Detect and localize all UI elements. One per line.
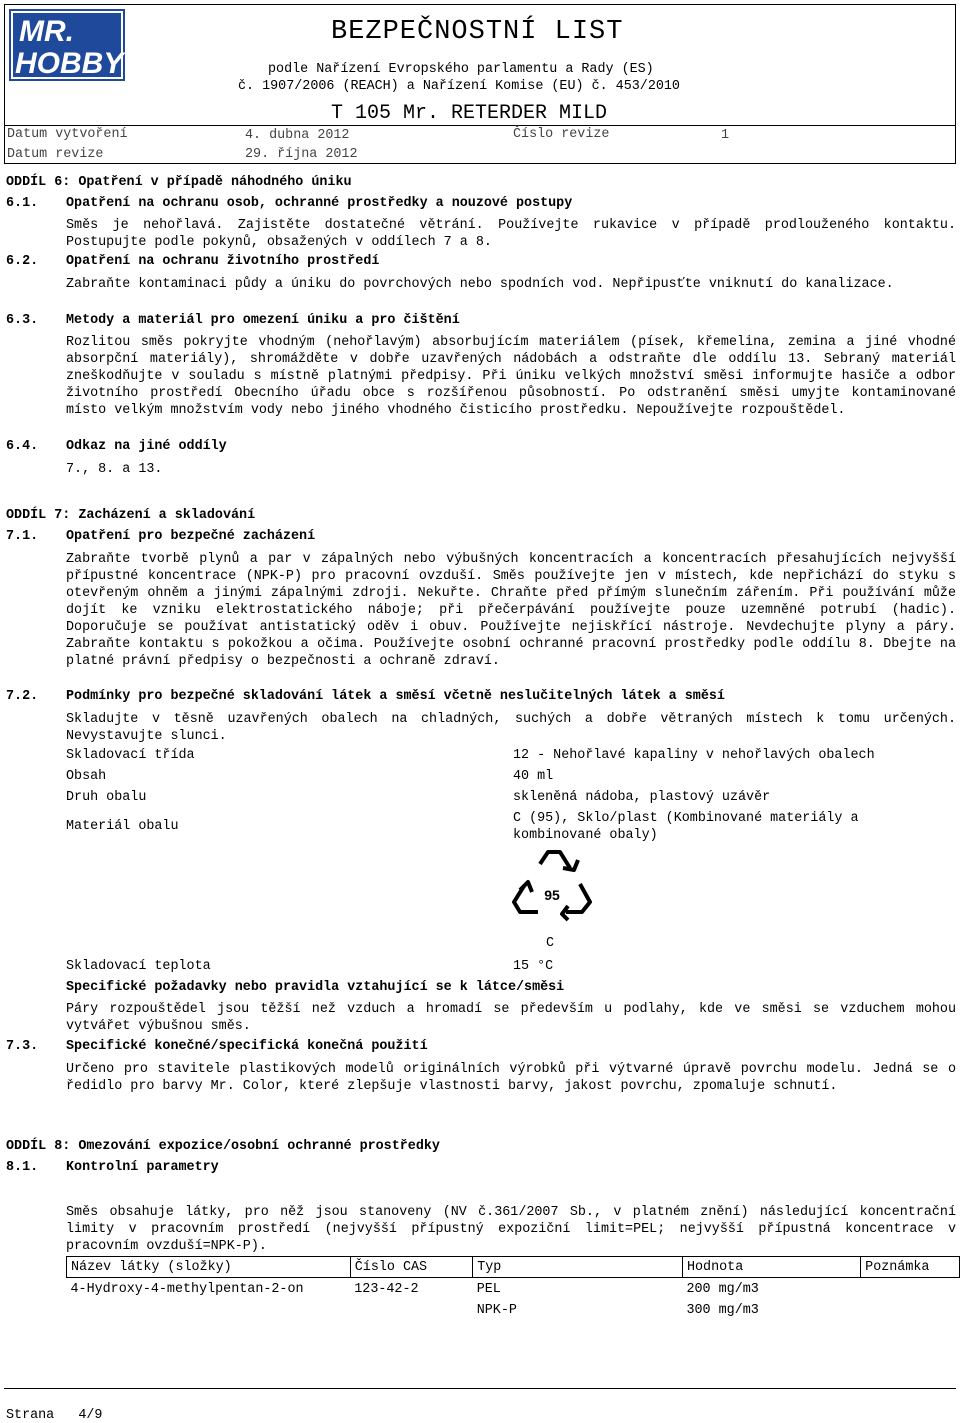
regulation-line-2: č. 1907/2006 (REACH) a Nařízení Komise (EU) č. 453/2010 [238,79,680,94]
subsection-6-3-heading [6,313,460,328]
package-material-value-line2: kombinované obaly) [513,828,658,843]
section-8-title: ODDÍL 8: Omezování expozice/osobní ochranné prostředky [6,1139,440,1154]
subsection-title: Podmínky pro bezpečné skladování látek a směsí včetně neslučitelných látek a směsí [66,689,725,704]
control-parameters-table [66,1256,960,1320]
recycle-letter: C [546,936,555,951]
created-value: 4. dubna 2012 [245,128,350,143]
table-cell [861,1299,960,1320]
subsection-title: Opatření pro bezpečné zacházení [66,529,316,544]
table-cell [861,1278,960,1300]
package-type-label: Druh obalu [66,790,147,805]
subsection-8-1-heading [6,1160,219,1175]
content-label: Obsah [66,769,107,784]
subsection-7-3-text: Určeno pro stavitele plastikových modelů originálních výrobků při výtvarné úpravě povrchu modelu. Jedná se o ředidlo pro barvy Mr. Color, které zlepšuje vlastnosti barvy, jakost povrchu, zpomaluje schnutí. [66,1062,956,1094]
storage-temp-label: Skladovací teplota [66,959,211,974]
recycling-symbol-icon [510,846,594,922]
revision-date-label: Datum revize [7,147,104,162]
header-divider [5,125,955,126]
subsection-6-2-heading [6,254,379,269]
subsection-7-1-heading [6,529,315,544]
table-cell [67,1299,351,1320]
subsection-7-2-text: Skladujte v těsně uzavřených obalech na chladných, suchých a dobře větraných místech k tomu určených. Nevystavujte slunci. [66,712,956,744]
subsection-number: 6.3. [6,313,39,328]
svg-text:MR.: MR. [19,15,74,48]
table-row [67,1278,960,1300]
subsection-6-2-text: Zabraňte kontaminaci půdy a úniku do povrchových nebo spodních vod. Nepřipusťte vniknutí do kanalizace. [66,277,894,292]
special-requirements-title: Specifické požadavky nebo pravidla vztahující se k látce/směsi [66,980,565,995]
storage-temp-value: 15 °C [513,959,554,974]
subsection-title: Opatření na ochranu osob, ochranné prostředky a nouzové postupy [66,196,573,211]
document-header [4,4,956,164]
column-header: Hodnota [682,1257,860,1278]
subsection-8-1-text: Směs obsahuje látky, pro něž jsou stanoveny (NV č.361/2007 Sb., v platném znění) následující koncentrační limity v pracovním prostředí (nejvyšší přípustný expoziční limit=PEL; nejvyšší přípustná koncentrace v pracovním ovzduší=NPK-P). [66,1205,956,1254]
table-cell: 123-42-2 [354,1282,419,1297]
table-cell: 300 mg/m3 [686,1303,759,1318]
table-cell: NPK-P [476,1303,517,1318]
table-row [67,1299,960,1320]
revision-number-label: Číslo revize [513,127,610,142]
table-cell [350,1299,472,1320]
subsection-number: 6.4. [6,439,39,454]
page-number: 4/9 [78,1408,103,1423]
subsection-title: Opatření na ochranu životního prostředí [66,254,380,269]
content-value: 40 ml [513,769,554,784]
subsection-title: Specifické konečné/specifická konečná použití [66,1039,428,1054]
subsection-7-1-text: Zabraňte tvorbě plynů a par v zápalných nebo výbušných koncentracích a koncentracích přesahujících nejvyšší přípustné koncentrace (NPK-P) pro pracovní ovzduší. Směs používejte jen v místech, kde nepřichází do styku s otevřeným ohněm a jinými zápalnými zdroji. Nekuřte. Chraňte před přímým slunečním zářením. Při používání může dojít ke vzniku elektrostatického náboje; při přečerpávání používejte pouze uzemněné potrubí (hadic). Doporučuje se používat antistatický oděv i obuv. Používejte nejiskřící nástroje. Nevdechujte plyny a páry. Zabraňte kontaktu s pokožkou a očima. Používejte osobní ochranné pracovní prostředky podle oddílu 8. Dbejte na platné právní předpisy o bezpečnosti a ochraně zdraví. [66,552,956,669]
package-type-value: skleněná nádoba, plastový uzávěr [513,790,771,805]
subsection-6-3-text: Rozlitou směs pokryjte vhodným (nehořlavým) absorbujícím materiálem (písek, křemelina, zemina a jiné vhodné absorpční materiály), shromážděte v dobře uzavřených nádobách a odstraňte dle oddílu 13. Sebraný materiál zneškodňujte v souladu s místně platnými předpisy. Při úniku velkých množství směsi informujte hasiče a odbor životního prostředí Obecního úřadu obce s rozšířenou působností. Po odstranění směsi umyjte kontaminované místo velkým množstvím vody nebo jiného vhodného čisticího prostředku. Nepoužívejte rozpouštědel. [66,335,956,418]
document-title: BEZPEČNOSTNÍ LIST [331,17,624,47]
svg-text:HOBBY: HOBBY [15,47,124,80]
regulation-line-1: podle Nařízení Evropského parlamentu a Rady (ES) [268,62,654,77]
package-material-value-line1: C (95), Sklo/plast (Kombinované materiály a [513,811,859,826]
table-cell: PEL [476,1282,501,1297]
table-cell: 4-Hydroxy-4-methylpentan-2-on [70,1282,304,1297]
column-header: Poznámka [861,1257,960,1278]
recycle-number: 95 [544,887,560,903]
revision-date-value: 29. října 2012 [245,147,358,162]
page-label: Strana [6,1408,55,1423]
column-header: Název látky (složky) [67,1257,351,1278]
subsection-6-1-heading [6,196,572,211]
storage-class-value: 12 - Nehořlavé kapaliny v nehořlavých obalech [513,748,875,763]
section-7-title: ODDÍL 7: Zacházení a skladování [6,508,256,523]
special-requirements-text: Páry rozpouštědel jsou těžší než vzduch a hromadí se především u podlahy, kde ve směsi se vzduchem mohou vytvářet výbušnou směs. [66,1002,956,1034]
subsection-6-4-heading [6,439,227,454]
storage-class-label: Skladovací třída [66,748,195,763]
package-material-label: Materiál obalu [66,819,179,834]
subsection-6-1-text: Směs je nehořlavá. Zajistěte dostatečné větrání. Používejte rukavice v případě prodlouženého kontaktu. Postupujte podle pokynů, obsažených v oddílech 7 a 8. [66,218,956,250]
created-label: Datum vytvoření [7,127,128,142]
revision-number-value: 1 [721,128,730,143]
subsection-number: 6.2. [6,254,39,269]
column-header: Typ [473,1257,683,1278]
mr-hobby-logo [9,9,125,81]
subsection-6-4-text: 7., 8. a 13. [66,462,163,477]
column-header: Číslo CAS [350,1257,472,1278]
subsection-7-2-heading [6,689,725,704]
section-6-title: ODDÍL 6: Opatření v případě náhodného úniku [6,175,352,190]
table-header-row [67,1257,960,1278]
subsection-title: Kontrolní parametry [66,1160,219,1175]
subsection-number: 8.1. [6,1160,39,1175]
subsection-number: 6.1. [6,196,39,211]
subsection-number: 7.2. [6,689,39,704]
subsection-7-3-heading [6,1039,428,1054]
footer-divider [4,1388,956,1389]
page-footer [6,1408,102,1423]
table-cell: 200 mg/m3 [686,1282,759,1297]
subsection-title: Metody a materiál pro omezení úniku a pro čištění [66,313,460,328]
subsection-title: Odkaz na jiné oddíly [66,439,227,454]
subsection-number: 7.1. [6,529,39,544]
product-name: T 105 Mr. RETERDER MILD [331,102,608,125]
subsection-number: 7.3. [6,1039,39,1054]
